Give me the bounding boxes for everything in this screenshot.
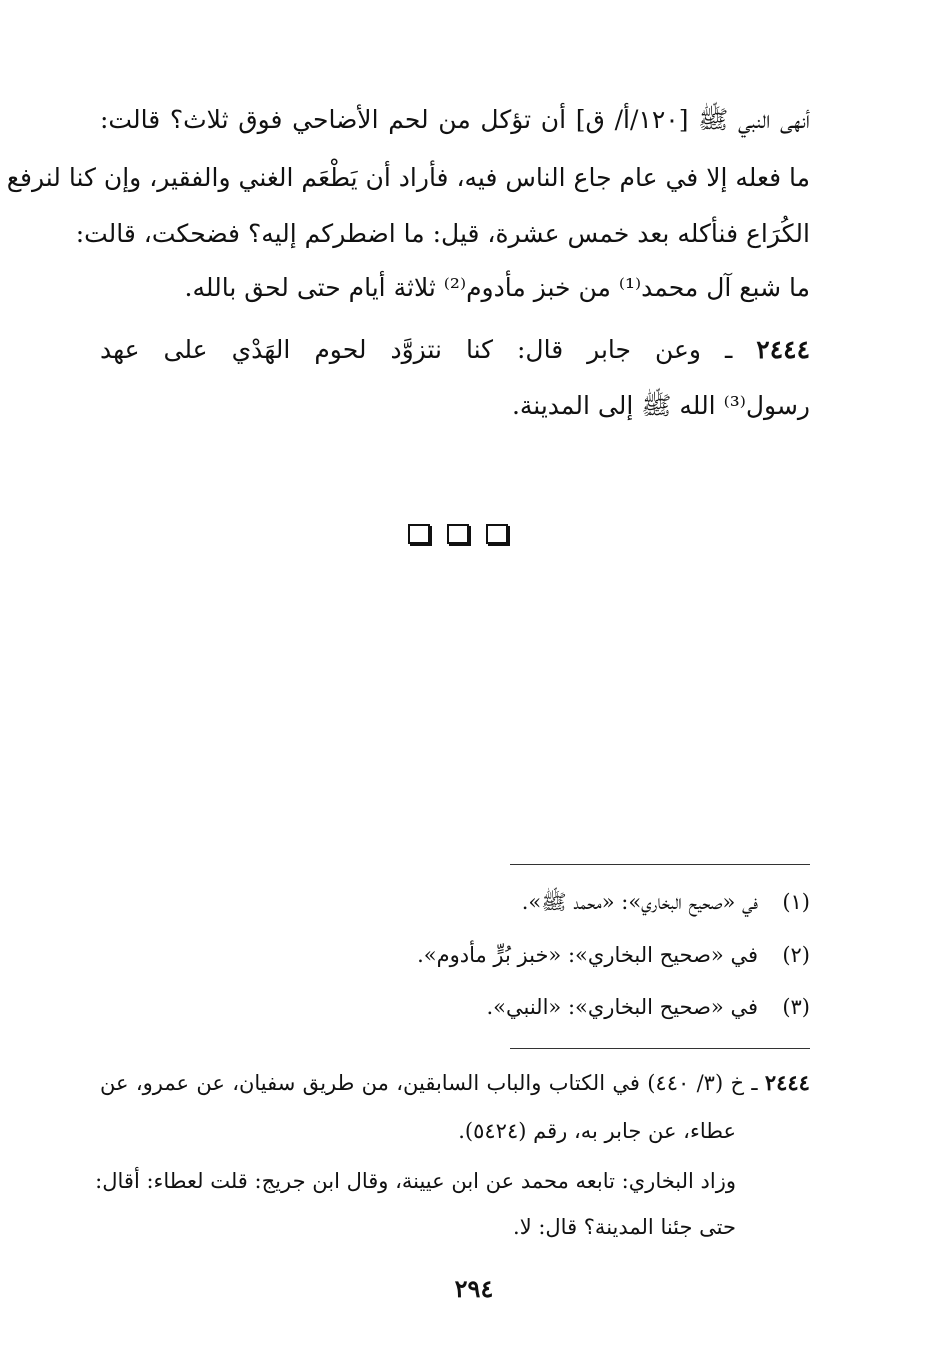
ornament-square-icon [408,524,430,544]
ornament-square-icon [486,524,508,544]
footnote-separator [510,864,810,865]
takhrij-number: ٢٤٤٤ [764,1070,810,1095]
footnote-3-text: في «صحيح البخاري»: «النبي». [486,995,758,1019]
page-number: ٢٩٤ [454,1274,494,1303]
takhrij-line-1-text: ـ خ (٣/ ٤٤٠) في الكتاب والباب السابقين، من طريق سفيان، عن عمرو، عن [100,1071,765,1095]
takhrij-line-2: عطاء، عن جابر به، رقم (٥٤٢٤). [458,1119,736,1143]
footnote-2-text: في «صحيح البخاري»: «خبز بُرٍّ مأدوم». [417,943,758,967]
main-text-line-4: ما شبع آل محمد⁽¹⁾ من خبز مأدوم⁽²⁾ ثلاثة أيام حتى لحق بالله. [184,273,810,302]
section-separator-ornament [408,524,508,550]
hadith-line-1-text: ـ وعن جابر قال: كنا نتزوَّد لحوم الهَدْي على عهد [100,335,757,364]
hadith-line-1 [100,330,810,370]
footnote-1-text: في «صحيح البخاري»: «محمد ﷺ». [521,890,758,914]
footnote-3 [100,990,810,1024]
footnote-1-number: (١) [782,890,810,914]
ornament-square-icon [447,524,469,544]
hadith-line-2: رسول⁽³⁾ الله ﷺ إلى المدينة. [511,391,810,420]
takhrij-line-1 [100,1066,810,1100]
main-text-line-2: ما فعله إلا في عام جاع الناس فيه، فأراد أن يَطْعَم الغني والفقير، وإن كنا لنرفع [6,163,810,192]
footnote-2-number: (٢) [782,943,810,967]
footnote-3-number: (٣) [782,995,810,1019]
footnote-1 [100,885,810,919]
hadith-number: ٢٤٤٤ [756,335,810,364]
takhrij-line-3: وزاد البخاري: تابعه محمد عن ابن عيينة، وقال ابن جريج: قلت لعطاء: أقال: [95,1169,736,1193]
takhrij-line-4: حتى جئنا المدينة؟ قال: لا. [513,1215,736,1239]
main-text-line-1: أنهى النبي ﷺ [١٢٠/أ/ ق] أن تؤكل من لحم الأضاحي فوق ثلاث؟ قالت: [100,105,810,134]
footnote-2 [100,938,810,972]
main-text-line-3: الكُرَاع فنأكله بعد خمس عشرة، قيل: ما اضطركم إليه؟ فضحكت، قالت: [75,219,810,248]
takhrij-separator [510,1048,810,1049]
